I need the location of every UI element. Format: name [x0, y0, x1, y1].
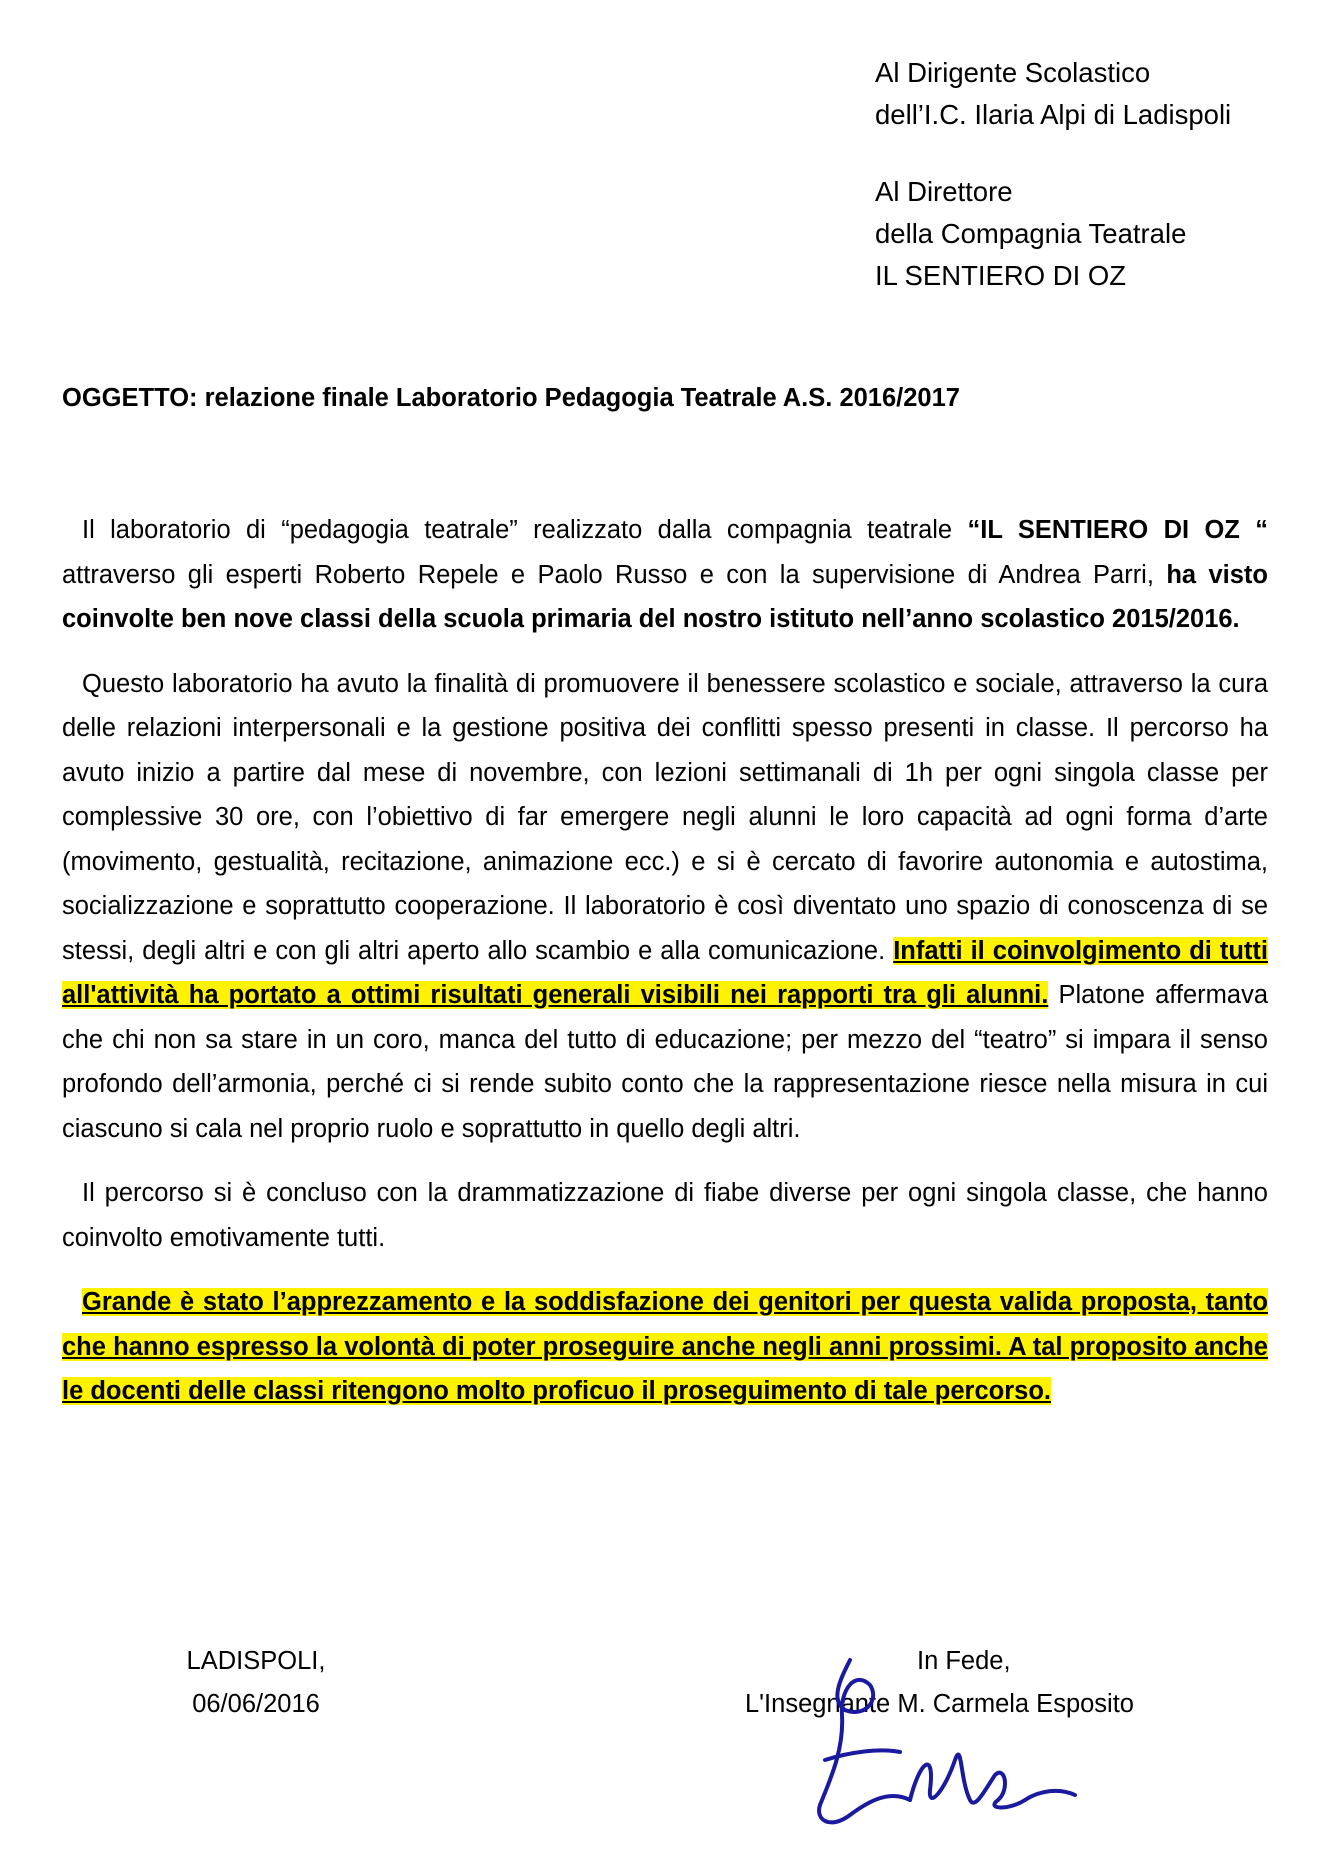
paragraph-text: attraverso gli esperti Roberto Repele e Paolo Russo e con la supervisione di Andrea Parri, — [62, 560, 1167, 589]
subject-line: OGGETTO: relazione finale Laboratorio Pedagogia Teatrale A.S. 2016/2017 — [62, 384, 960, 412]
recipient-line: IL SENTIERO DI OZ — [875, 260, 1127, 291]
letter-body — [62, 508, 1268, 1414]
in-fede-text: In Fede, — [917, 1647, 1011, 1675]
company-name: “IL SENTIERO DI OZ “ — [967, 516, 1268, 544]
recipient-line: Al Direttore — [875, 176, 1013, 207]
handwritten-signature — [770, 1640, 1100, 1840]
place-date-block — [176, 1640, 336, 1726]
paragraph-1 — [62, 508, 1268, 642]
place-text: LADISPOLI, — [186, 1647, 326, 1675]
paragraph-text: Platone affermava che chi non sa stare in un coro, manca del tutto di educazione; per mezzo del “teatro” si impara il senso profondo dell’armonia, perché ci si rende subito conto che la rappresentazione riesce nella misura in cui ciascuno si cala nel proprio ruolo e soprattutto in quello degli altri. — [62, 981, 1269, 1143]
date-text: 06/06/2016 — [192, 1690, 320, 1718]
recipient-line: dell’I.C. Ilaria Alpi di Ladispoli — [875, 99, 1232, 130]
recipient-line: della Compagnia Teatrale — [875, 218, 1187, 249]
recipient-block — [875, 52, 1231, 297]
paragraph-4 — [62, 1280, 1268, 1414]
recipient-line: Al Dirigente Scolastico — [875, 57, 1151, 88]
paragraph-bold-text: ha visto coinvolte ben nove classi della scuola primaria del nostro istituto nell’anno scolastico 2015/2016. — [62, 560, 1268, 633]
recipient-dirigente — [875, 52, 1231, 136]
paragraph-text: Questo laboratorio ha avuto la finalità di promuovere il benessere scolastico e sociale, attraverso la cura delle relazioni interpersonali e la gestione positiva dei conflitti spesso presenti in classe. Il percorso ha avuto inizio a partire dal mese di novembre, con lezioni settimanali di 1h per ogni singola classe per complessive 30 ore, con l’obiettivo di far emergere negli alunni le loro capacità ad ogni forma d’arte (movimento, gestualità, recitazione, animazione ecc.) e si è cercato di favorire autonomia e autostima, socializzazione e soprattutto cooperazione. Il laboratorio è così diventato uno spazio di conoscenza di se stessi, degli altri e con gli altri aperto allo scambio e alla comunicazione. — [62, 669, 1268, 965]
signer-name: L'Insegnante M. Carmela Esposito — [745, 1690, 1134, 1718]
recipient-direttore — [875, 171, 1231, 297]
highlighted-text: Grande è stato l’apprezzamento e la soddisfazione dei genitori per questa valida proposta, tanto che hanno espresso la volontà di poter proseguire anche negli anni prossimi. A tal proposito anche le docenti delle classi ritengono molto proficuo il proseguimento di tale percorso. — [62, 1288, 1268, 1405]
paragraph-text: Il laboratorio di “pedagogia teatrale” realizzato dalla compagnia teatrale — [82, 516, 968, 544]
paragraph-3: Il percorso si è concluso con la drammatizzazione di fiabe diverse per ogni singola classe, che hanno coinvolto emotivamente tutti. — [62, 1179, 1268, 1252]
highlighted-text: Infatti il coinvolgimento di tutti all'attività ha portato a ottimi risultati generali visibili nei rapporti tra gli alunni. — [62, 936, 1268, 1009]
paragraph-2 — [62, 662, 1268, 1152]
